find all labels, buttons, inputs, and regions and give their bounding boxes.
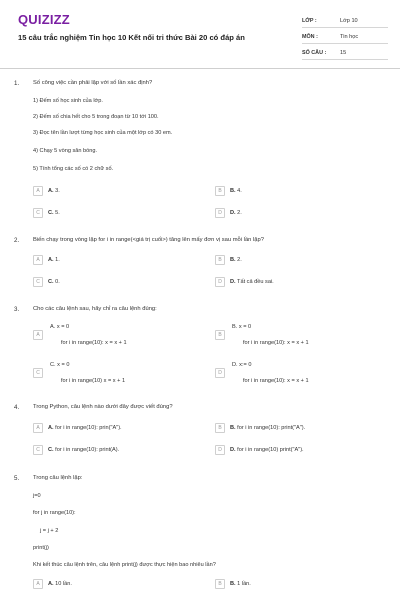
- option-key: C.: [48, 210, 54, 216]
- option-letter-box: C: [33, 277, 43, 287]
- option-code-line: A. x = 0: [50, 324, 70, 330]
- list-item: 5) Tính tổng các số có 2 chữ số.: [33, 166, 114, 172]
- code-line: j=0: [33, 493, 41, 499]
- worksheet-title: 15 câu trắc nghiệm Tin học 10 Kết nối tri thức Bài 20 có đáp án: [18, 33, 245, 42]
- option-key: A.: [48, 257, 54, 263]
- option-text: 1.: [55, 257, 60, 263]
- question-number: 2.: [14, 237, 20, 244]
- option-key: B.: [230, 581, 236, 587]
- meta-label: LỚP :: [302, 18, 317, 24]
- answer-option-b[interactable]: [215, 422, 305, 434]
- answer-option-a[interactable]: [33, 254, 60, 266]
- option-key: D.: [230, 447, 236, 453]
- quizizz-logo: QUIZIZZ: [18, 12, 70, 27]
- option-key: D.: [230, 279, 236, 285]
- list-item: 1) Đếm số học sinh của lớp.: [33, 98, 103, 104]
- question-stem: Biến chạy trong vòng lặp for i in range(<giá trị cuối>) tăng lên mấy đơn vị sau mỗi lần lặp?: [33, 237, 264, 243]
- question-stem: Trong câu lệnh lặp:: [33, 475, 83, 481]
- question-stem: Số công việc cần phải lặp với số lần xác định?: [33, 80, 153, 86]
- option-code-line: for i in range(10): x = x + 1: [243, 340, 309, 346]
- option-code-line: D. x:= 0: [232, 362, 252, 368]
- question-number: 5.: [14, 475, 20, 482]
- answer-option-b[interactable]: [215, 578, 251, 590]
- option-key: D.: [230, 210, 236, 216]
- option-text: 3.: [55, 188, 60, 194]
- code-line: print(j): [33, 545, 49, 551]
- meta-label: SỐ CÂU :: [302, 50, 327, 56]
- answer-option-b[interactable]: [215, 254, 242, 266]
- meta-row-count: [302, 44, 388, 60]
- option-text: for i in range(10): print(A).: [55, 447, 120, 453]
- meta-row-subject: [302, 28, 388, 44]
- option-key: C.: [48, 447, 54, 453]
- option-key: A.: [48, 581, 54, 587]
- option-letter-box: A: [33, 186, 43, 196]
- answer-option-b[interactable]: [215, 324, 385, 352]
- option-code-line: for i in range(10) x = x + 1: [61, 378, 126, 384]
- option-letter-box: B: [215, 423, 225, 433]
- option-letter-box: C: [33, 445, 43, 455]
- answer-option-a[interactable]: [33, 185, 60, 197]
- worksheet-meta: [302, 12, 388, 60]
- option-text: Tất cả đều sai.: [237, 279, 274, 285]
- option-text: 0.: [55, 279, 60, 285]
- option-code-line: B. x = 0: [232, 324, 252, 330]
- answer-option-c[interactable]: [33, 444, 119, 456]
- option-text: 4.: [237, 188, 242, 194]
- meta-value: 15: [340, 50, 347, 56]
- option-letter-box: A: [33, 579, 43, 589]
- list-item: 4) Chạy 5 vòng sân bóng.: [33, 148, 98, 154]
- option-text: 2.: [237, 210, 242, 216]
- option-code-line: for i in range(10): x = x + 1: [243, 378, 309, 384]
- option-key: B.: [230, 188, 236, 194]
- question-stem: Trong Python, câu lệnh nào dưới đây được viết đúng?: [33, 404, 173, 410]
- meta-value: Tin học: [340, 34, 359, 40]
- option-letter-box: B: [215, 255, 225, 265]
- option-text: 1 lần.: [237, 581, 251, 587]
- option-text: 2.: [237, 257, 242, 263]
- answer-option-d[interactable]: [215, 207, 242, 219]
- option-letter-box: D: [215, 445, 225, 455]
- question-followup: Khi kết thúc câu lệnh trên, câu lệnh print(j) được thực hiện bao nhiêu lần?: [33, 562, 216, 568]
- option-letter-box: B: [215, 330, 225, 340]
- option-text: 5.: [55, 210, 60, 216]
- option-key: A.: [48, 188, 54, 194]
- answer-option-c[interactable]: [33, 362, 203, 390]
- code-line: for j in range(10):: [33, 510, 76, 516]
- list-item: 3) Đọc tên lần lượt từng học sinh của một lớp có 30 em.: [33, 130, 173, 136]
- option-key: A.: [48, 425, 54, 431]
- question-number: 3.: [14, 306, 20, 313]
- option-letter-box: D: [215, 277, 225, 287]
- option-key: B.: [230, 425, 236, 431]
- option-letter-box: C: [33, 368, 43, 378]
- answer-option-d[interactable]: [215, 444, 304, 456]
- option-letter-box: B: [215, 579, 225, 589]
- answer-option-a[interactable]: [33, 324, 203, 352]
- option-letter-box: A: [33, 255, 43, 265]
- option-key: C.: [48, 279, 54, 285]
- option-letter-box: A: [33, 330, 43, 340]
- option-text: 10 lần.: [55, 581, 72, 587]
- meta-label: MÔN :: [302, 34, 318, 40]
- question-stem: Cho các câu lệnh sau, hãy chỉ ra câu lệnh đúng:: [33, 306, 157, 312]
- option-code-line: for i in range(10): x = x + 1: [61, 340, 127, 346]
- option-letter-box: A: [33, 423, 43, 433]
- question-number: 4.: [14, 404, 20, 411]
- answer-option-b[interactable]: [215, 185, 242, 197]
- option-text: for i in range(10): prin("A").: [55, 425, 122, 431]
- answer-option-c[interactable]: [33, 276, 60, 288]
- code-line: j = j + 2: [40, 528, 59, 534]
- option-letter-box: B: [215, 186, 225, 196]
- answer-option-a[interactable]: [33, 422, 122, 434]
- meta-row-class: [302, 12, 388, 28]
- answer-option-c[interactable]: [33, 207, 60, 219]
- option-text: for i in range(10): print("A").: [237, 425, 306, 431]
- option-letter-box: C: [33, 208, 43, 218]
- option-letter-box: D: [215, 368, 225, 378]
- answer-option-a[interactable]: [33, 578, 72, 590]
- answer-option-d[interactable]: [215, 276, 274, 288]
- worksheet-header: [0, 0, 400, 66]
- option-text: for i in range(10) print("A").: [237, 447, 304, 453]
- option-letter-box: D: [215, 208, 225, 218]
- question-number: 1.: [14, 80, 20, 87]
- option-key: B.: [230, 257, 236, 263]
- answer-option-d[interactable]: [215, 362, 385, 390]
- option-code-line: C. x = 0: [50, 362, 70, 368]
- header-divider: [0, 68, 400, 69]
- meta-value: Lớp 10: [340, 18, 358, 24]
- list-item: 2) Đếm số chia hết cho 5 trong đoạn từ 10 tới 100.: [33, 114, 159, 120]
